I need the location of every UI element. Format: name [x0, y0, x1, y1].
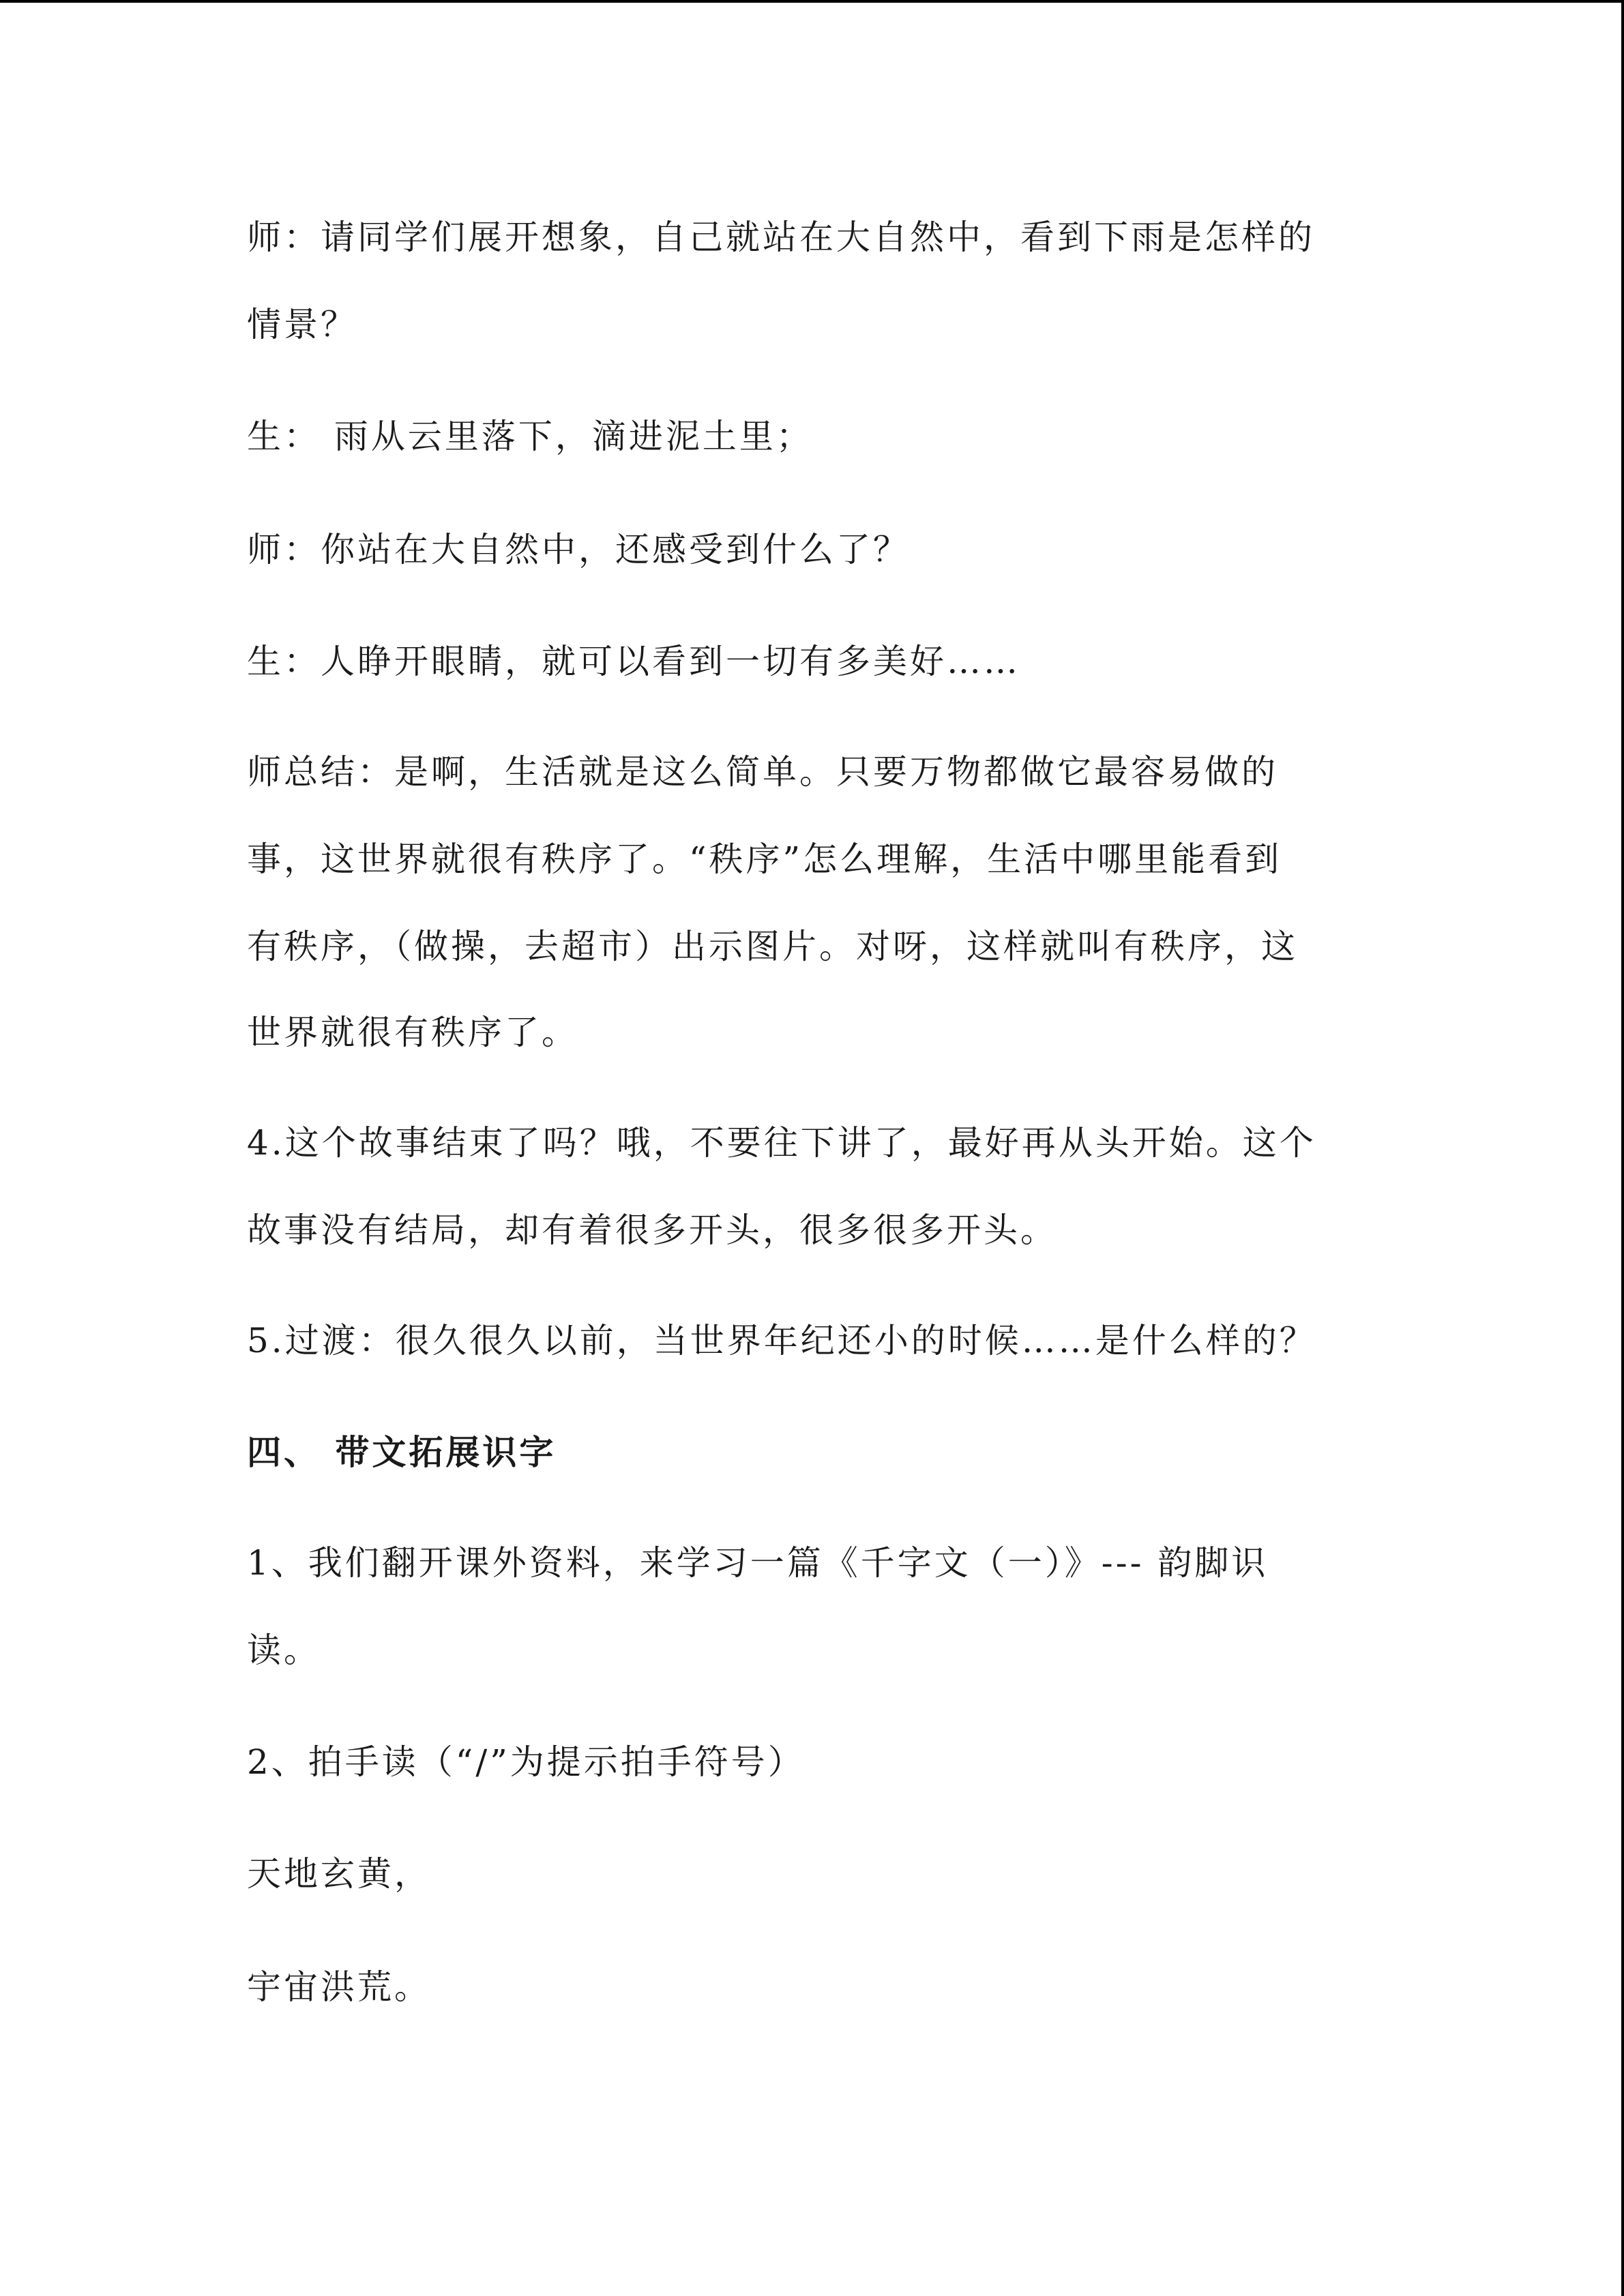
paragraph-line: 1、我们翻开课外资料，来学习一篇《千字文（一）》--- 韵脚识	[247, 1543, 1269, 1583]
paragraph-line: 世界就很有秩序了。	[247, 1013, 578, 1052]
paragraph-line: 5.过渡：很久很久以前，当世界年纪还小的时候……是什么样的？	[247, 1321, 1316, 1360]
paragraph-line: 读。	[247, 1630, 321, 1670]
paragraph-line: 宇宙洪荒。	[247, 1967, 431, 2007]
paragraph-line: 故事没有结局，却有着很多开头，很多很多开头。	[247, 1210, 1057, 1250]
paragraph-line: 情景？	[247, 305, 357, 344]
paragraph-line: 师：请同学们展开想象，自己就站在大自然中，看到下雨是怎样的	[247, 218, 1315, 257]
paragraph-line: 4.这个故事结束了吗？哦，不要往下讲了，最好再从头开始。这个	[247, 1123, 1316, 1163]
paragraph-line: 生： 雨从云里落下，滴进泥土里；	[247, 417, 813, 456]
page-border-top	[0, 0, 1624, 3]
paragraph-line: 事，这世界就很有秩序了。“秩序”怎么理解，生活中哪里能看到	[247, 839, 1282, 879]
paragraph-line: 有秩序，（做操，去超市）出示图片。对呀，这样就叫有秩序，这	[247, 927, 1298, 966]
paragraph-line: 师：你站在大自然中，还感受到什么了？	[247, 530, 910, 569]
paragraph-line: 师总结：是啊，生活就是这么简单。只要万物都做它最容易做的	[247, 752, 1278, 792]
paragraph-line: 天地玄黄，	[247, 1854, 431, 1894]
section-heading: 四、 带文拓展识字	[247, 1432, 557, 1472]
paragraph-line: 2、拍手读（“/”为提示拍手符号）	[247, 1742, 805, 1782]
page-border-right	[1621, 0, 1624, 2296]
paragraph-line: 生：人睁开眼睛，就可以看到一切有多美好……	[247, 642, 1020, 681]
